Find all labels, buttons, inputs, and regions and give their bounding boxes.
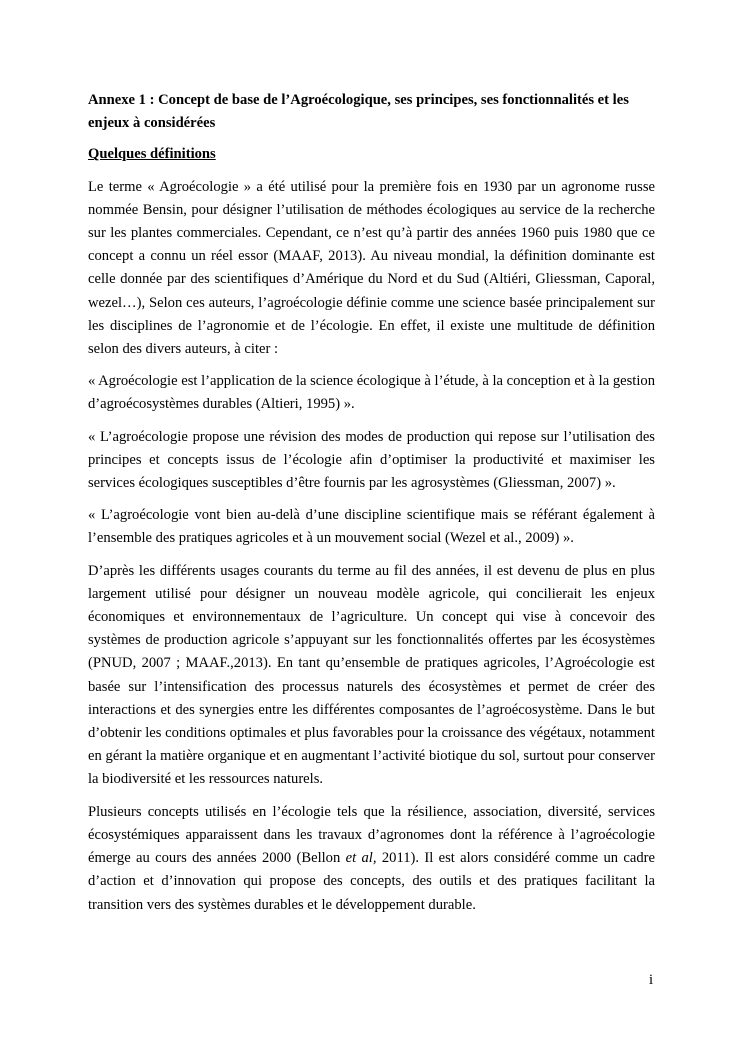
quote-gliessman: « L’agroécologie propose une révision des modes de production qui repose sur l’utilisation des principes et concepts issus de l’écologie afin d’optimiser la productivité et maximiser les services écologiques susceptibles d’être fournis par les agrosystèmes (Gliessman, 2007) ».	[88, 428, 655, 492]
citation-et-al: et al,	[345, 850, 377, 867]
quote-wezel: « L’agroécologie vont bien au-delà d’une discipline scientifique mais se référant également à l’ensemble des pratiques agricoles et à un mouvement social (Wezel et al., 2009) ».	[88, 507, 655, 547]
annex-title	[88, 89, 655, 135]
quote-altieri: « Agroécologie est l’application de la science écologique à l’étude, à la conception et à la gestion d’agroécosystèmes durables (Altieri, 1995) ».	[88, 373, 655, 413]
paragraph-concepts	[88, 801, 655, 917]
annex-title-line2: enjeux à considérées	[88, 115, 216, 132]
paragraph-concepts-end: 2011). Il est alors considéré comme un cadre d’action et d’innovation qui propose des concepts, des outils et des pratiques facilitant la transition vers des systèmes durables et le développement durable.	[88, 850, 655, 913]
paragraph-intro: Le terme « Agroécologie » a été utilisé pour la première fois en 1930 par un agronome russe nommée Bensin, pour désigner l’utilisation de méthodes écologiques au service de la recherche sur les plantes commerciales. Cependant, ce n’est qu’à partir des années 1960 puis 1980 que ce concept a connu un réel essor (MAAF, 2013). Au niveau mondial, la définition dominante est celle donnée par des scientifiques d’Amérique du Nord et du Sud (Altiéri, Gliessman, Caporal, wezel…), Selon ces auteurs, l’agroécologie définie comme une science basée principalement sur les disciplines de l’agronomie et de l’écologie. En effet, il existe une multitude de définition selon des divers auteurs, à citer :	[88, 178, 655, 358]
page-number: i	[649, 972, 654, 988]
document-page	[88, 89, 655, 926]
annex-title-line1: Annexe 1 : Concept de base de l’Agroécologique, ses principes, ses fonctionnalités et les	[88, 92, 629, 108]
section-heading: Quelques définitions	[88, 146, 216, 163]
paragraph-usage: D’après les différents usages courants du terme au fil des années, il est devenu de plus en plus largement utilisé pour désigner un nouveau modèle agricole, qui concilierait les enjeux économiques et environnementaux de l’agriculture. Un concept qui vise à concevoir des systèmes de production agricole s’appuyant sur les fonctionnalités offertes par les écosystèmes (PNUD, 2007 ; MAAF.,2013). En tant qu’ensemble de pratiques agricoles, l’Agroécologie est basée sur l’intensification des processus naturels des écosystèmes et permet de créer des interactions et des synergies entre les différentes composantes de l’agroécosystème. Dans le but d’obtenir les conditions optimales et plus favorables pour la croissance des végétaux, notamment en gérant la matière organique et en augmentant l’activité biotique du sol, surtout pour conserver la biodiversité et les ressources naturels.	[88, 562, 655, 788]
paragraph-concepts-start: Plusieurs concepts utilisés en l’écologie tels que la résilience, association, diversité, services écosystémiques apparaissent dans les travaux d’agronomes dont la référence à l’agroécologie émerge au cours des années 2000 (Bellon	[88, 803, 655, 867]
